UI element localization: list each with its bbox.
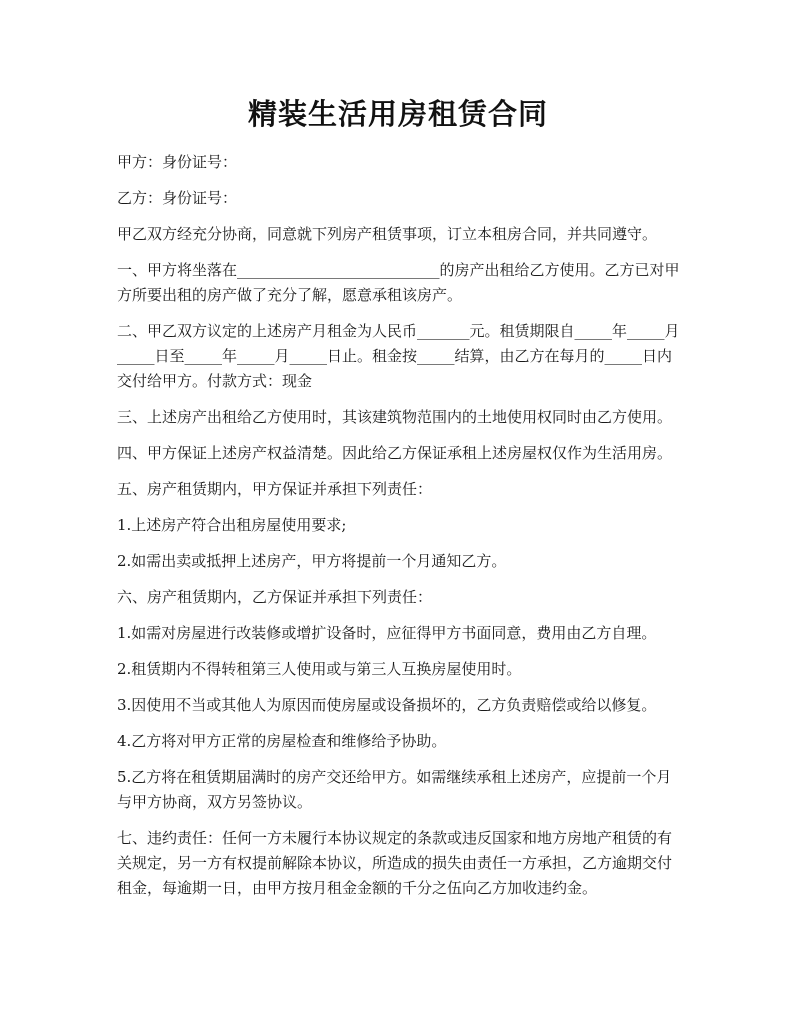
clause-7: 七、违约责任：任何一方未履行本协议规定的条款或违反国家和地方房地产租赁的有关规定，另一方有权提前解除本协议，所造成的损失由责任一方承担，乙方逾期交付租金，每逾期一日，由甲方按月租金金额的千分之伍向乙方加收违约金。 [117,829,673,897]
clause-4: 四、甲方保证上述房产权益清楚。因此给乙方保证承租上述房屋权仅作为生活用房。 [117,444,673,462]
clause-6-item-2: 2.租赁期内不得转租第三人使用或与第三人互换房屋使用时。 [117,660,522,678]
clause-6-item-4: 4.乙方将对甲方正常的房屋检查和维修给予协助。 [117,732,447,750]
clause-3: 三、上述房产出租给乙方使用时，其该建筑物范围内的土地使用权同时由乙方使用。 [117,408,673,426]
document-body [117,150,683,912]
document-title: 精装生活用房租赁合同 [247,97,548,131]
clause-5-item-2: 2.如需出卖或抵押上述房产，甲方将提前一个月通知乙方。 [117,552,507,570]
clause-6-item-3: 3.因使用不当或其他人为原因而使房屋或设备损坏的，乙方负责赔偿或给以修复。 [117,696,657,714]
clause-6-item-5: 5.乙方将在租赁期届满时的房产交还给甲方。如需继续承租上述房产，应提前一个月与甲方协商，双方另签协议。 [117,768,672,811]
preamble-paragraph: 甲乙双方经充分协商，同意就下列房产租赁事项，订立本租房合同，并共同遵守。 [117,225,658,243]
clause-1: 一、甲方将坐落在___________________________的房产出租给乙方使用。乙方已对甲方所要出租的房产做了充分了解，愿意承租该房产。 [117,261,680,304]
clause-6-heading: 六、房产租赁期内，乙方保证并承担下列责任： [117,588,433,606]
clause-5-item-1: 1.上述房产符合出租房屋使用要求; [117,516,347,534]
party-a-line: 甲方：身份证号： [117,153,238,171]
party-b-line: 乙方：身份证号： [117,189,238,207]
clause-5-heading: 五、房产租赁期内，甲方保证并承担下列责任： [117,480,433,498]
clause-6-item-1: 1.如需对房屋进行改装修或增扩设备时，应征得甲方书面同意，费用由乙方自理。 [117,624,657,642]
clause-2: 二、甲乙双方议定的上述房产月租金为人民币_______元。租赁期限自_____年_____月_____日至_____年_____月_____日止。租金按_____结算，由乙方在每月的_____日内交付给甲方。付款方式：现金 [117,322,680,390]
